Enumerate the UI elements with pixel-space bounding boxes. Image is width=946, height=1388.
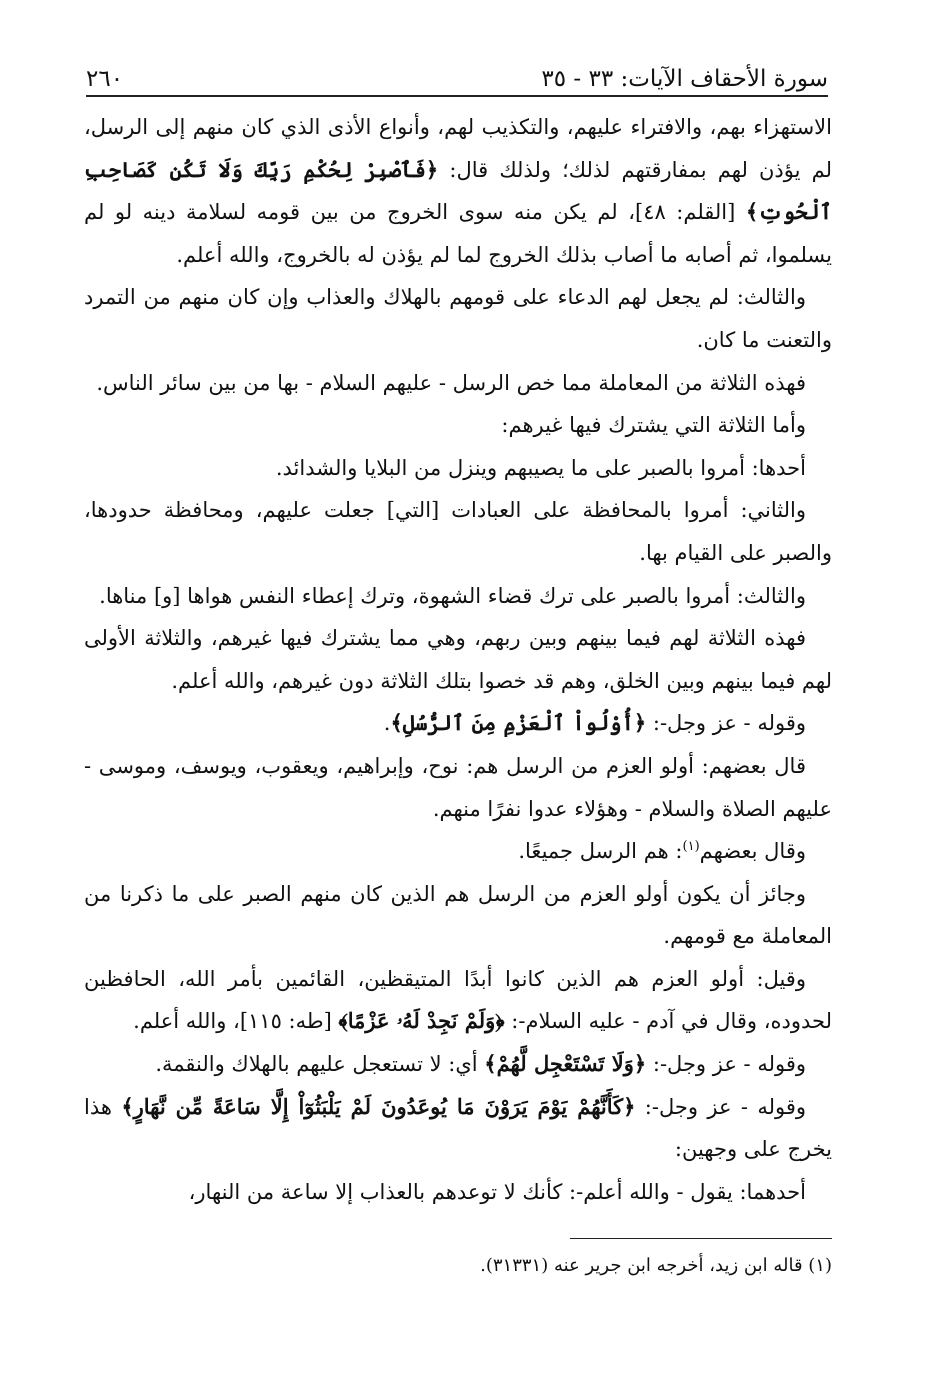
paragraph <box>84 276 832 361</box>
text-run: فهذه الثلاثة من المعاملة مما خص الرسل - عليهم السلام - بها من بين سائر الناس. <box>96 370 806 395</box>
quran-verse: ﴿فَٱصْبِرْ لِحُكْمِ رَبِّكَ وَلَا تَكُن كَصَاحِبِ ٱلْحُوتِ﴾ <box>84 156 832 225</box>
text-run: وقوله - عز وجل-: <box>635 1094 807 1119</box>
paragraph <box>84 617 832 702</box>
body-text <box>84 106 832 1213</box>
paragraph <box>84 702 832 745</box>
paragraph <box>84 958 832 1043</box>
text-run: أي: لا تستعجل عليهم بالهلاك والنقمة. <box>155 1052 485 1077</box>
text-run: وأما الثلاثة التي يشترك فيها غيرهم: <box>501 413 806 438</box>
text-run: والثالث: أمروا بالصبر على ترك قضاء الشهوة، وترك إعطاء النفس هواها [و] مناها. <box>99 583 806 608</box>
text-run: . <box>383 711 391 736</box>
paragraph <box>84 404 832 447</box>
header-divider <box>86 95 828 97</box>
quran-verse: ﴿كَأَنَّهُمْ يَوْمَ يَرَوْنَ مَا يُوعَدُونَ لَمْ يَلْبَثُوٓاْ إِلَّا سَاعَةً مِّن نَّهَارٍ﴾ <box>121 1093 636 1119</box>
paragraph <box>84 447 832 490</box>
paragraph <box>84 575 832 618</box>
paragraph <box>84 489 832 574</box>
text-run: أحدها: أمروا بالصبر على ما يصيبهم وينزل من البلايا والشدائد. <box>275 455 806 480</box>
text-run: هذا يخرج على وجهين: <box>84 1094 832 1162</box>
paragraph <box>84 830 832 873</box>
text-run: والثاني: أمروا بالمحافظة على العبادات [التي] جعلت عليهم، ومحافظة حدودها، والصبر على القيام بها. <box>84 498 832 565</box>
paragraph <box>84 745 832 830</box>
paragraph <box>84 362 832 405</box>
quran-verse: ﴿وَلَمْ نَجِدْ لَهُۥ عَزْمًا﴾ <box>338 1008 505 1034</box>
page-header <box>86 52 828 92</box>
text-run: والثالث: لم يجعل لهم الدعاء على قومهم بالهلاك والعذاب وإن كان منهم من التمرد والتعنت ما كان. <box>84 285 832 352</box>
text-run: الاستهزاء بهم، والافتراء عليهم، والتكذيب لهم، وأنواع الأذى الذي كان منهم إلى الرسل، لم يؤذن لهم بمفارقتهم لذلك؛ ولذلك قال: <box>84 115 832 182</box>
text-run: أحدهما: يقول - والله أعلم-: كأنك لا توعدهم بالعذاب إلا ساعة من النهار، <box>188 1179 806 1204</box>
text-run: قال بعضهم: أولو العزم من الرسل هم: نوح، وإبراهيم، ويعقوب، ويوسف، وموسى - عليهم الصلاة والسلام - وهؤلاء عدوا نفرًا منهم. <box>84 753 832 821</box>
text-run: وقال بعضهم <box>699 839 806 864</box>
text-run: : هم الرسل جميعًا. <box>518 839 683 864</box>
text-run: وقيل: أولو العزم هم الذين كانوا أبدًا المتيقظين، القائمين بأمر الله، الحافظين لحدوده، وقال في آدم - عليه السلام-: <box>84 966 832 1034</box>
quran-verse: ﴿أُوْلُواْ ٱلْعَزْمِ مِنَ ٱلرُّسُلِ﴾ <box>390 710 647 736</box>
paragraph <box>84 106 832 276</box>
paragraph <box>84 1086 832 1171</box>
footnote-marker: (١) <box>682 839 700 855</box>
surah-title: سورة الأحقاف الآيات: ٣٣ - ٣٥ <box>541 66 828 92</box>
text-run: وقوله - عز وجل-: <box>646 1052 806 1077</box>
paragraph <box>84 1043 832 1086</box>
footnote-divider <box>570 1238 832 1239</box>
paragraph <box>84 1171 832 1214</box>
text-run: فهذه الثلاثة لهم فيما بينهم وبين ربهم، وهي مما يشترك فيها غيرهم، والثلاثة الأولى لهم فيما بينهم وبين الخلق، وهم قد خصوا بتلك الثلاثة دون غيرهم، والله أعلم. <box>84 626 832 693</box>
text-run: وقوله - عز وجل-: <box>646 711 806 736</box>
paragraph <box>84 873 832 958</box>
text-run: [القلم: ٤٨]، لم يكن منه سوى الخروج من بين قومه لسلامة دينه لو لم يسلموا، ثم أصابه ما أصاب بذلك الخروج لما لم يؤذن له بالخروج، والله أعلم. <box>84 200 832 267</box>
text-run: [طه: ١١٥]، والله أعلم. <box>133 1009 339 1034</box>
quran-verse: ﴿وَلَا تَسْتَعْجِل لَّهُمْ﴾ <box>484 1051 647 1077</box>
text-run: وجائز أن يكون أولو العزم من الرسل هم الذين كان منهم الصبر على ما ذكرنا من المعاملة مع قومهم. <box>84 881 832 949</box>
footnote: (١) قاله ابن زيد، أخرجه ابن جرير عنه (٣١٣٣١). <box>480 1255 832 1276</box>
page-number: ٢٦٠ <box>86 66 124 92</box>
